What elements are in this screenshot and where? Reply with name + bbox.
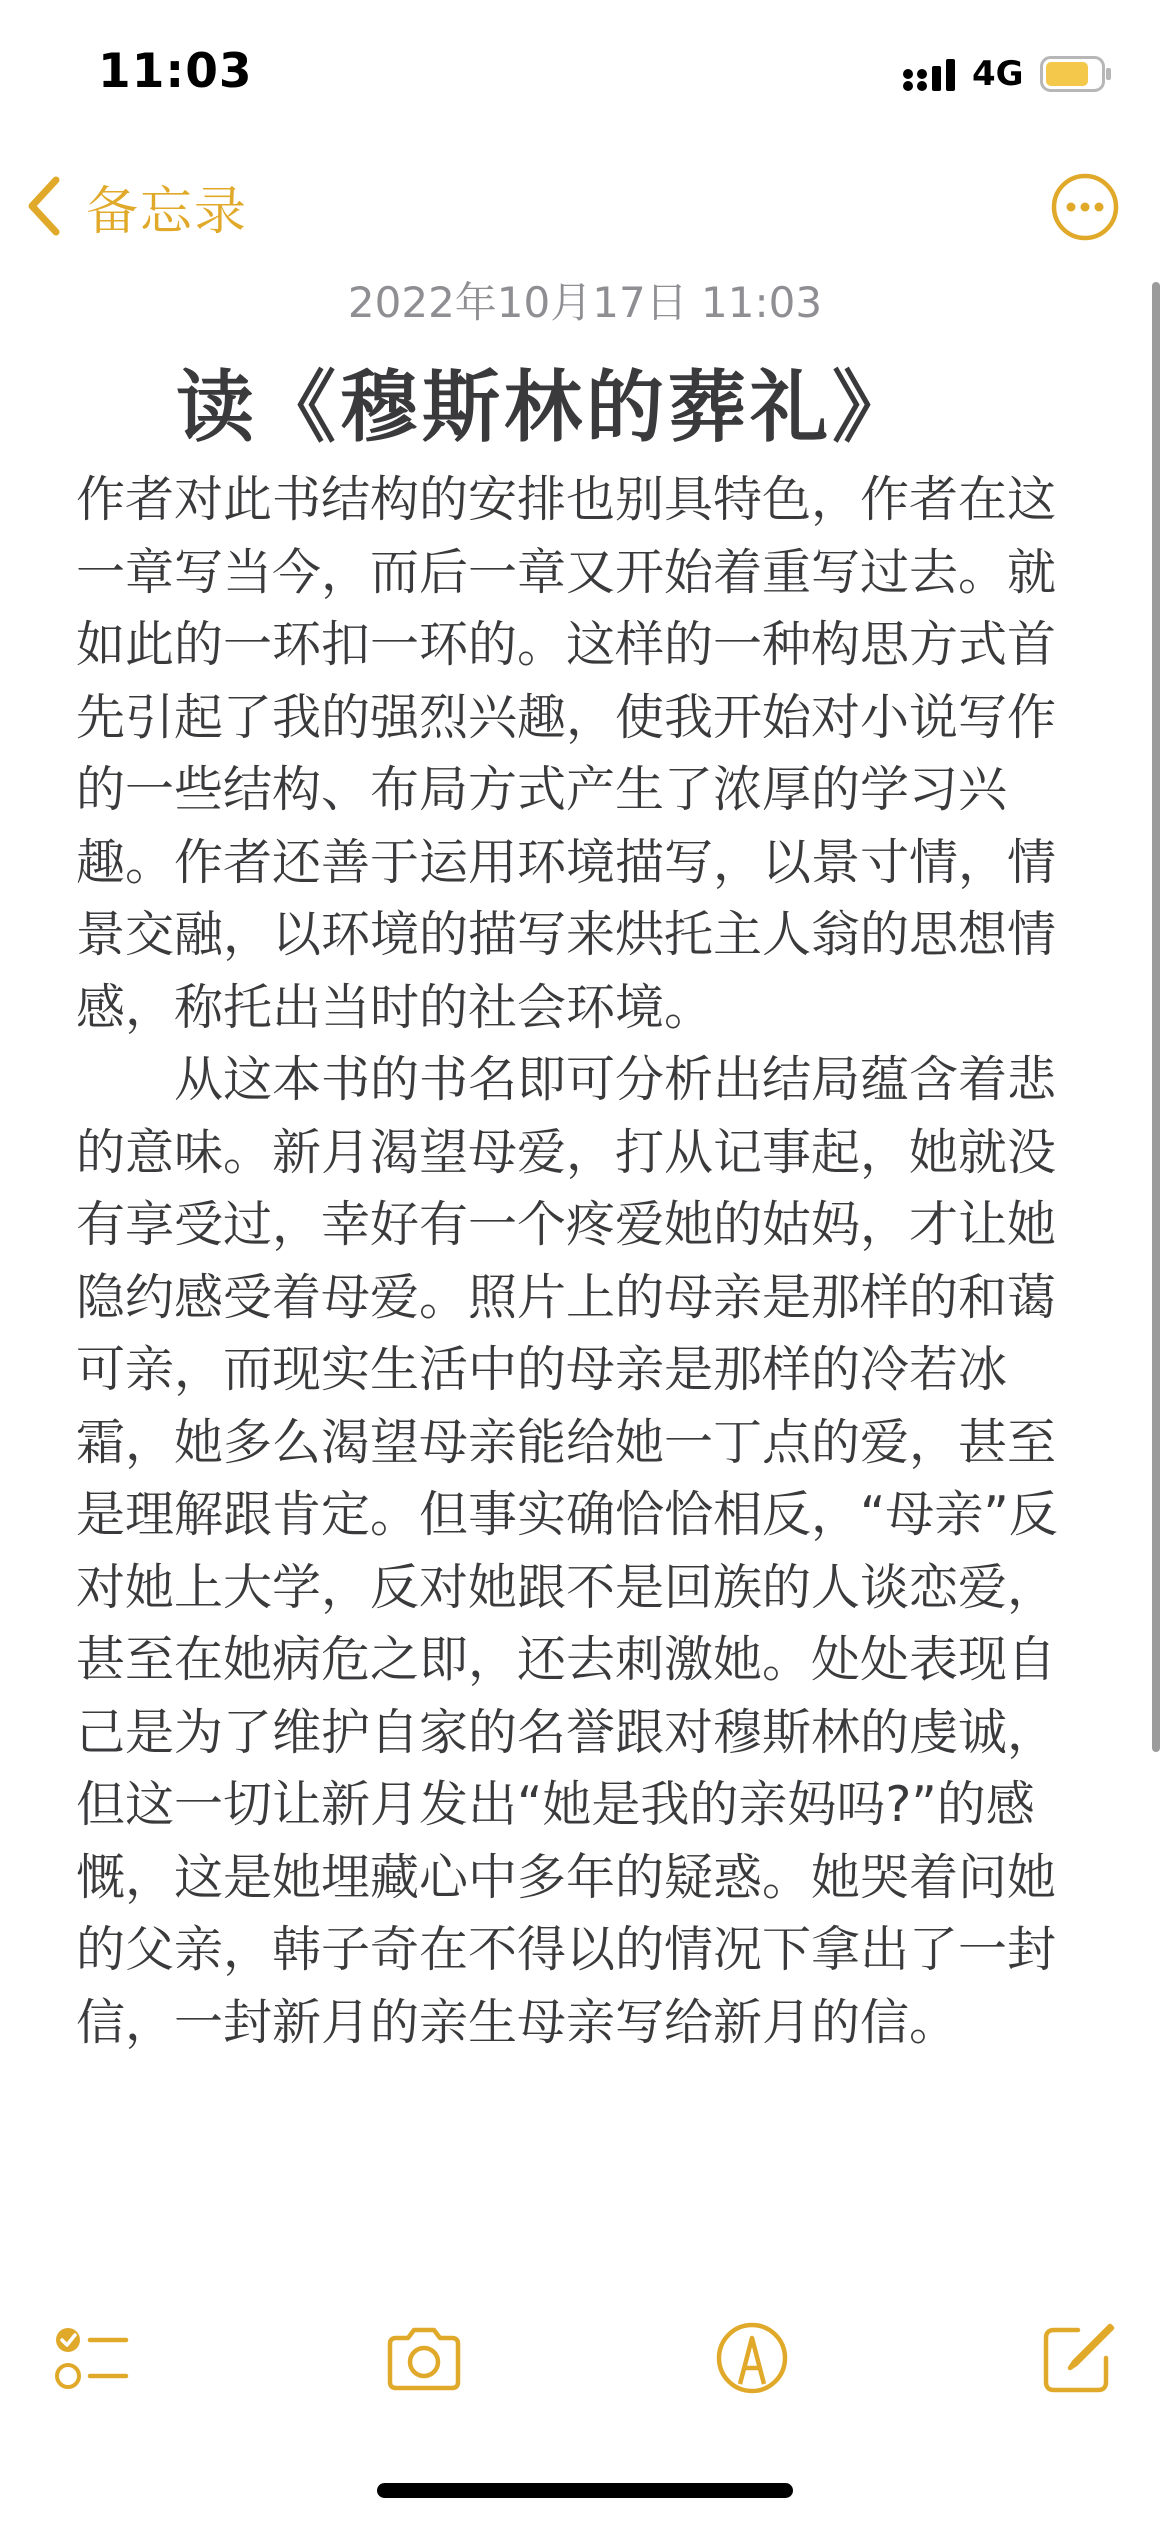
status-bar [0,0,1170,150]
note-paragraph[interactable]: 作者对此书结构的安排也别具特色，作者在这一章写当今，而后一章又开始着重写过去。就如此的一环扣一环的。这样的一种构思方式首先引起了我的强烈兴趣，使我开始对小说写作的一些结构、布局方式产生了浓厚的学习兴趣。作者还善于运用环境描写，以景寸情，情景交融，以环境的描写来烘托主人翁的思想情感，称托出当时的社会环境。 [76,471,1057,1036]
signal-icon [902,58,958,92]
chevron-left-icon [24,174,64,238]
note-body[interactable] [76,464,1081,2059]
status-time: 11:03 [98,44,253,99]
camera-button[interactable] [384,2318,464,2398]
compose-button[interactable] [1038,2318,1118,2398]
checklist-icon [56,2328,126,2387]
network-type: 4G [972,54,1024,94]
note-date: 2022年10月17日 11:03 [347,278,823,327]
note-paragraph[interactable]: 从这本书的书名即可分析出结局蕴含着悲的意味。新月渴望母爱，打从记事起，她就没有享受过，幸好有一个疼爱她的姑妈，才让她隐约感受着母爱。照片上的母亲是那样的和蔼可亲，而现实生活中的母亲是那样的冷若冰霜，她多么渴望母亲能给她一丁点的爱，甚至是理解跟肯定。但事实确恰恰相反，“母亲”反对她上大学，反对她跟不是回族的人谈恋爱，甚至在她病危之即，还去刺激她。处处表现自己是为了维护自家的名誉跟对穆斯林的虔诚，但这一切让新月发出“她是我的亲妈吗?”的感慨，这是她埋藏心中多年的疑惑。她哭着问她的父亲，韩子奇在不得以的情况下拿出了一封信，一封新月的亲生母亲写给新月的信。 [76,1051,1058,2051]
markup-pen-icon [719,2325,785,2391]
back-label: 备忘录 [86,181,249,242]
note-title[interactable]: 读《穆斯林的葬礼》 [175,363,914,453]
markup-button[interactable] [712,2318,792,2398]
scroll-indicator[interactable] [1152,282,1160,1752]
battery-icon [1040,56,1112,92]
home-indicator[interactable] [377,2483,793,2498]
checklist-button[interactable] [52,2318,132,2398]
compose-icon [1046,2326,1112,2390]
back-button[interactable] [24,168,248,244]
ellipsis-circle-icon [1054,176,1116,238]
more-options-button[interactable] [1050,172,1120,242]
camera-icon [390,2330,458,2388]
